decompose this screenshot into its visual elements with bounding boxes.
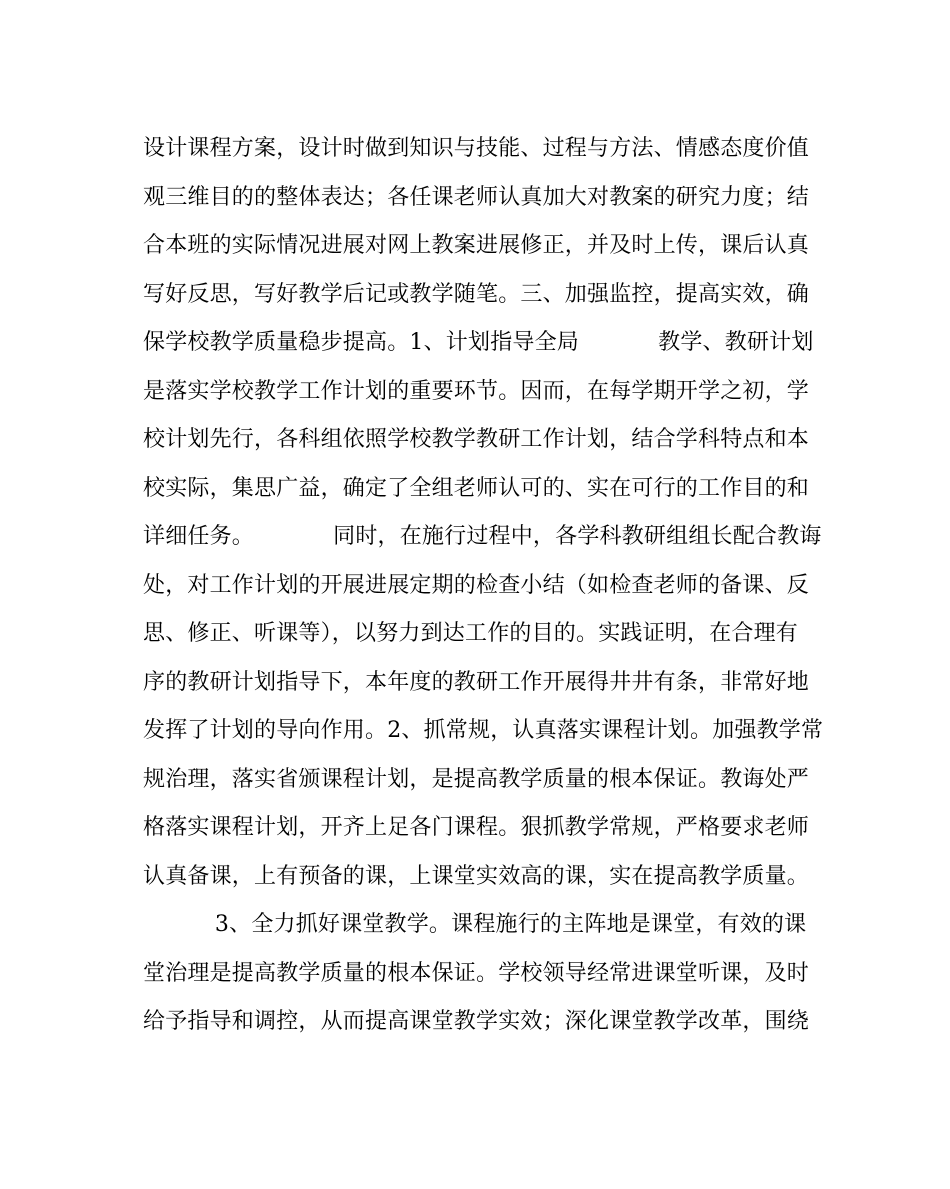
body-text [143,125,824,1047]
text-line: 规治理，落实省颁课程计划，是提高教学质量的根本保证。教诲处严 [143,766,810,792]
text-line: 校计划先行，各科组依照学校教学教研工作计划，结合学科特点和本 [143,427,810,452]
text-line: 是落实学校教学工作计划的重要环节。因而，在每学期开学之初，学 [143,378,810,404]
text-line: 合本班的实际情况进展对网上教案进展修正，并及时上传，课后认真 [143,233,810,258]
text-line: 校实际，集思广益，确定了全组老师认可的、实在可行的工作目的和 [143,475,810,501]
text-line: 格落实课程计划，开齐上足各门课程。狠抓教学常规，严格要求老师 [143,815,810,840]
text-line: 堂治理是提高教学质量的根本保证。学校领导经常进课堂听课，及时 [143,960,810,986]
text-line: 设计课程方案，设计时做到知识与技能、过程与方法、情感态度价值 [143,136,810,161]
text-line: 保学校教学质量稳步提高。1、计划指导全局 教学、教研计划 [143,330,814,355]
text-line: 处，对工作计划的开展进展定期的检查小结（如检查老师的备课、反 [143,572,810,598]
text-line: 发挥了计划的导向作用。2、抓常规，认真落实课程计划。加强教学常 [143,718,824,743]
text-line: 给予指导和调控，从而提高课堂教学实效；深化课堂教学改革，围绕 [143,1009,810,1034]
text-line: 详细任务。 同时，在施行过程中，各学科教研组组长配合教诲 [143,524,822,549]
text-line: 3、全力抓好课堂教学。课程施行的主阵地是课堂，有效的课 [143,912,807,937]
text-line: 序的教研计划指导下，本年度的教研工作开展得井井有条，非常好地 [143,669,810,695]
text-line: 观三维目的的整体表达；各任课老师认真加大对教案的研究力度；结 [143,184,810,210]
text-line: 思、修正、听课等），以努力到达工作的目的。实践证明，在合理有 [143,621,799,646]
text-line: 写好反思，写好教学后记或教学随笔。三、加强监控，提高实效，确 [143,281,810,307]
text-line: 认真备课，上有预备的课，上课堂实效高的课，实在提高教学质量。 [143,863,810,889]
